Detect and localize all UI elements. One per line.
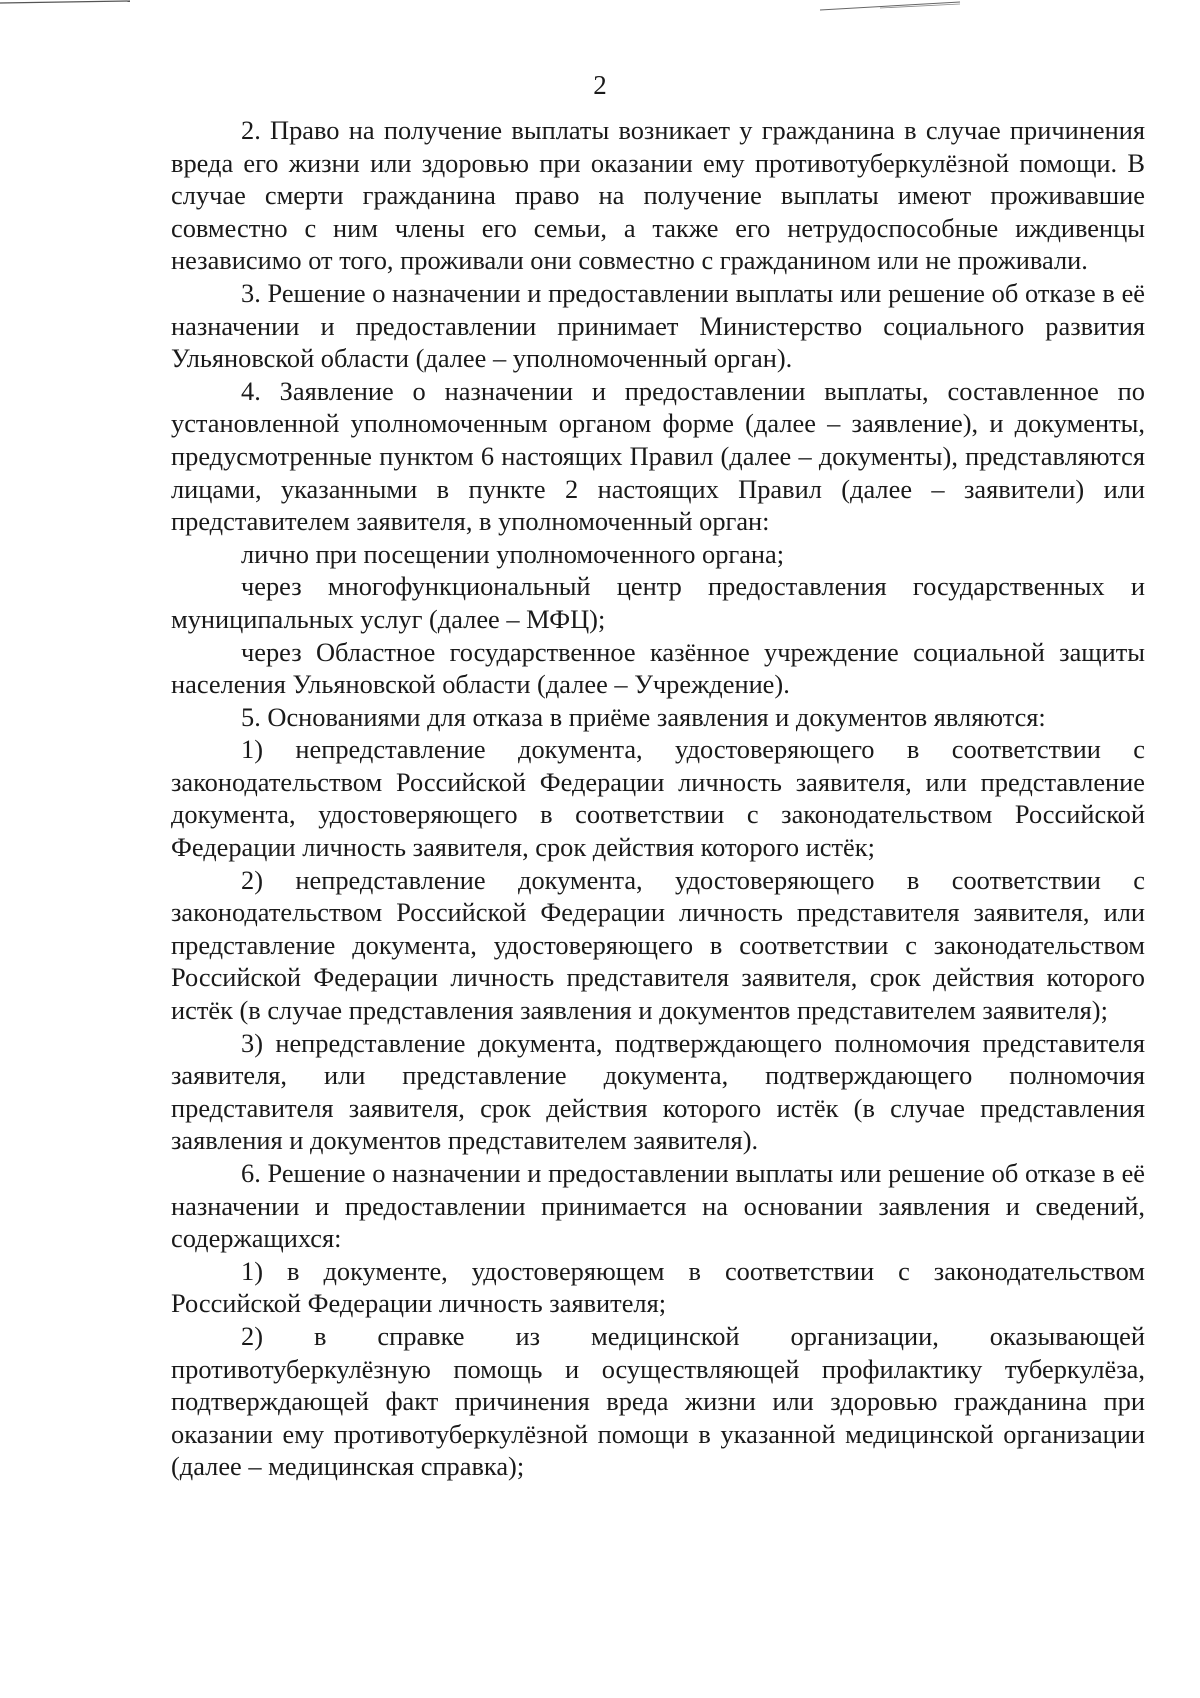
paragraph-5-item-1: 1) непредставление документа, удостоверяющего в соответствии с законодательством Российской Федерации личность заявителя, или представление документа, удостоверяющего в соответствии с законодательством Российской Федерации личность заявителя, срок действия которого истёк; <box>171 734 1145 863</box>
document-body <box>171 114 1145 1483</box>
scan-edge-mark <box>0 0 1200 14</box>
paragraph-3: 3. Решение о назначении и предоставлении выплаты или решение об отказе в её назначении и предоставлении принимает Министерство социального развития Ульяновской области (далее – уполномоченный орган). <box>171 277 1145 374</box>
paragraph-6-item-1: 1) в документе, удостоверяющем в соответствии с законодательством Российской Федерации личность заявителя; <box>171 1255 1145 1319</box>
paragraph-4-option-mfc: через многофункциональный центр предоставления государственных и муниципальных услуг (далее – МФЦ); <box>171 571 1145 634</box>
paragraph-4-option-institution: через Областное государственное казённое учреждение социальной защиты населения Ульяновской области (далее – Учреждение). <box>171 636 1145 700</box>
paragraph-6-item-2: 2) в справке из медицинской организации, оказывающей противотуберкулёзную помощь и осуществляющей профилактику туберкулёза, подтверждающей факт причинения вреда жизни или здоровью гражданина при оказании ему противотуберкулёзной помощи в указанной медицинской организации (далее – медицинская справка); <box>171 1320 1145 1482</box>
paragraph-5-item-2: 2) непредставление документа, удостоверяющего в соответствии с законодательством Российской Федерации личность представителя заявителя, или представление документа, удостоверяющего в соответствии с законодательством Российской Федерации личность представителя заявителя, срок действия которого истёк (в случае представления заявления и документов представителем заявителя); <box>171 864 1145 1026</box>
paragraph-4-option-personal: лично при посещении уполномоченного органа; <box>241 538 785 569</box>
paragraph-2: 2. Право на получение выплаты возникает у гражданина в случае причинения вреда его жизни или здоровью при оказании ему противотуберкулёзной помощи. В случае смерти гражданина право на получение выплаты имеют проживавшие совместно с ним члены его семьи, а также его нетрудоспособные иждивенцы независимо от того, проживали они совместно с гражданином или не проживали. <box>171 115 1145 276</box>
page-number: 2 <box>593 70 607 100</box>
paragraph-5-item-3: 3) непредставление документа, подтверждающего полномочия представителя заявителя, или представление документа, подтверждающего полномочия представителя заявителя, срок действия которого истёк (в случае представления заявления и документов представителем заявителя). <box>171 1027 1145 1156</box>
paragraph-6: 6. Решение о назначении и предоставлении выплаты или решение об отказе в её назначении и предоставлении принимается на основании заявления и сведений, содержащихся: <box>171 1158 1145 1254</box>
paragraph-5: 5. Основаниями для отказа в приёме заявления и документов являются: <box>241 701 1046 732</box>
paragraph-4: 4. Заявление о назначении и предоставлении выплаты, составленное по установленной уполномоченным органом форме (далее – заявление), и документы, предусмотренные пунктом 6 настоящих Правил (далее – документы), представляются лицами, указанными в пункте 2 настоящих Правил (далее – заявители) или представителем заявителя, в уполномоченный орган: <box>171 375 1145 537</box>
